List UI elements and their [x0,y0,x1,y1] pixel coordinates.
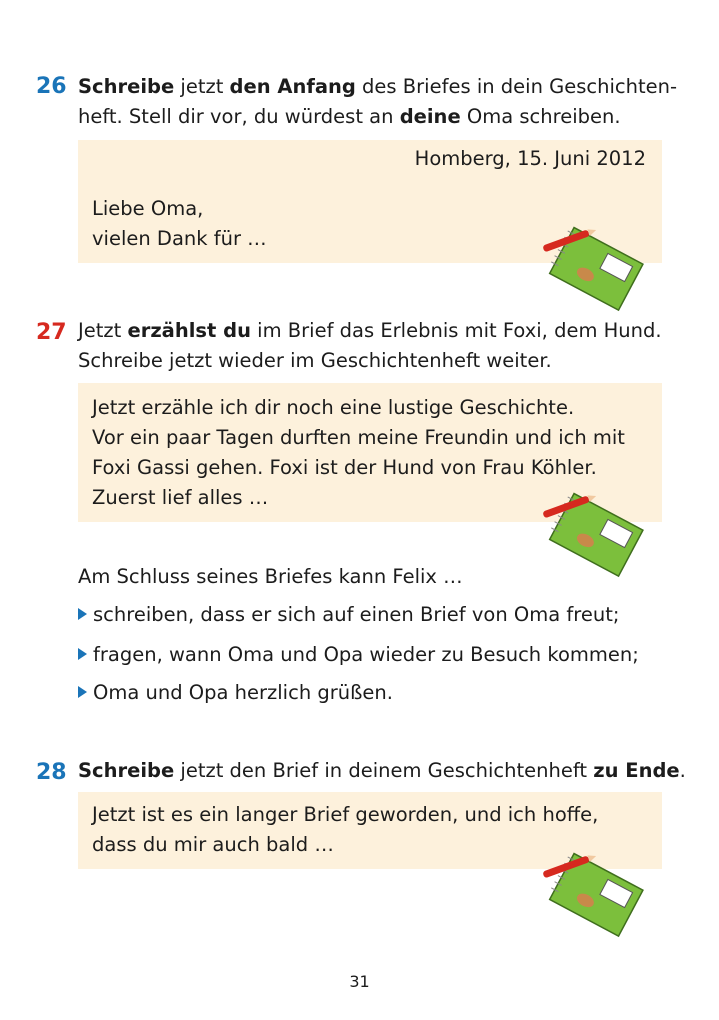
letter-line: Jetzt ist es ein langer Brief geworden, und ich hoffe, [92,803,599,826]
letter-date: Homberg, 15. Juni 2012 [414,147,646,170]
letter-line: Zuerst lief alles … [92,486,269,509]
text: jetzt [174,75,230,98]
task-26-line-1 [78,72,677,102]
triangle-bullet-icon [78,648,87,660]
bold-text: den Anfang [229,75,356,98]
notebook-with-pen-icon [540,222,650,312]
text: Jetzt [78,319,128,342]
letter-line: Jetzt erzähle ich dir noch eine lustige Geschichte. [92,396,575,419]
bold-text: Schreibe [78,759,175,782]
text: . [679,759,686,782]
task-number-27: 27 [36,320,67,345]
task-27-line-2: Schreibe jetzt wieder im Geschichtenheft weiter. [78,349,552,372]
bold-text: Schreibe [78,75,175,98]
notebook-with-pen-icon [540,848,650,938]
text: im Brief das Erlebnis mit Foxi, dem Hund. [250,319,662,342]
closing-intro: Am Schluss seines Briefes kann Felix … [78,565,463,588]
letter-line: Foxi Gassi gehen. Foxi ist der Hund von Frau Köhler. [92,456,597,479]
bold-text: erzählst du [127,319,251,342]
list-item-text: schreiben, dass er sich auf einen Brief von Oma freut; [93,603,620,626]
text: jetzt den Brief in deinem Geschichtenheft [174,759,594,782]
bold-text: zu Ende [593,759,680,782]
bold-text: deine [399,105,461,128]
text: Oma schreiben. [460,105,621,128]
task-26-line-2 [78,102,621,132]
list-item-text: fragen, wann Oma und Opa wieder zu Besuch kommen; [93,643,639,666]
task-27-line-1 [78,316,662,346]
list-item [78,640,639,670]
text: heft. Stell dir vor, du würdest an [78,105,400,128]
list-item [78,600,619,630]
list-item-text: Oma und Opa herzlich grüßen. [93,681,393,704]
notebook-with-pen-icon [540,488,650,578]
letter-line: dass du mir auch bald … [92,833,334,856]
letter-line: vielen Dank für … [92,227,267,250]
page-number: 31 [349,972,370,991]
triangle-bullet-icon [78,608,87,620]
task-28-line-1 [78,756,686,786]
task-number-28: 28 [36,760,67,785]
list-item [78,678,393,708]
triangle-bullet-icon [78,686,87,698]
task-number-26: 26 [36,74,67,99]
letter-line: Vor ein paar Tagen durften meine Freundin und ich mit [92,426,625,449]
text: des Briefes in dein Geschichten- [355,75,678,98]
letter-greeting: Liebe Oma, [92,197,204,220]
